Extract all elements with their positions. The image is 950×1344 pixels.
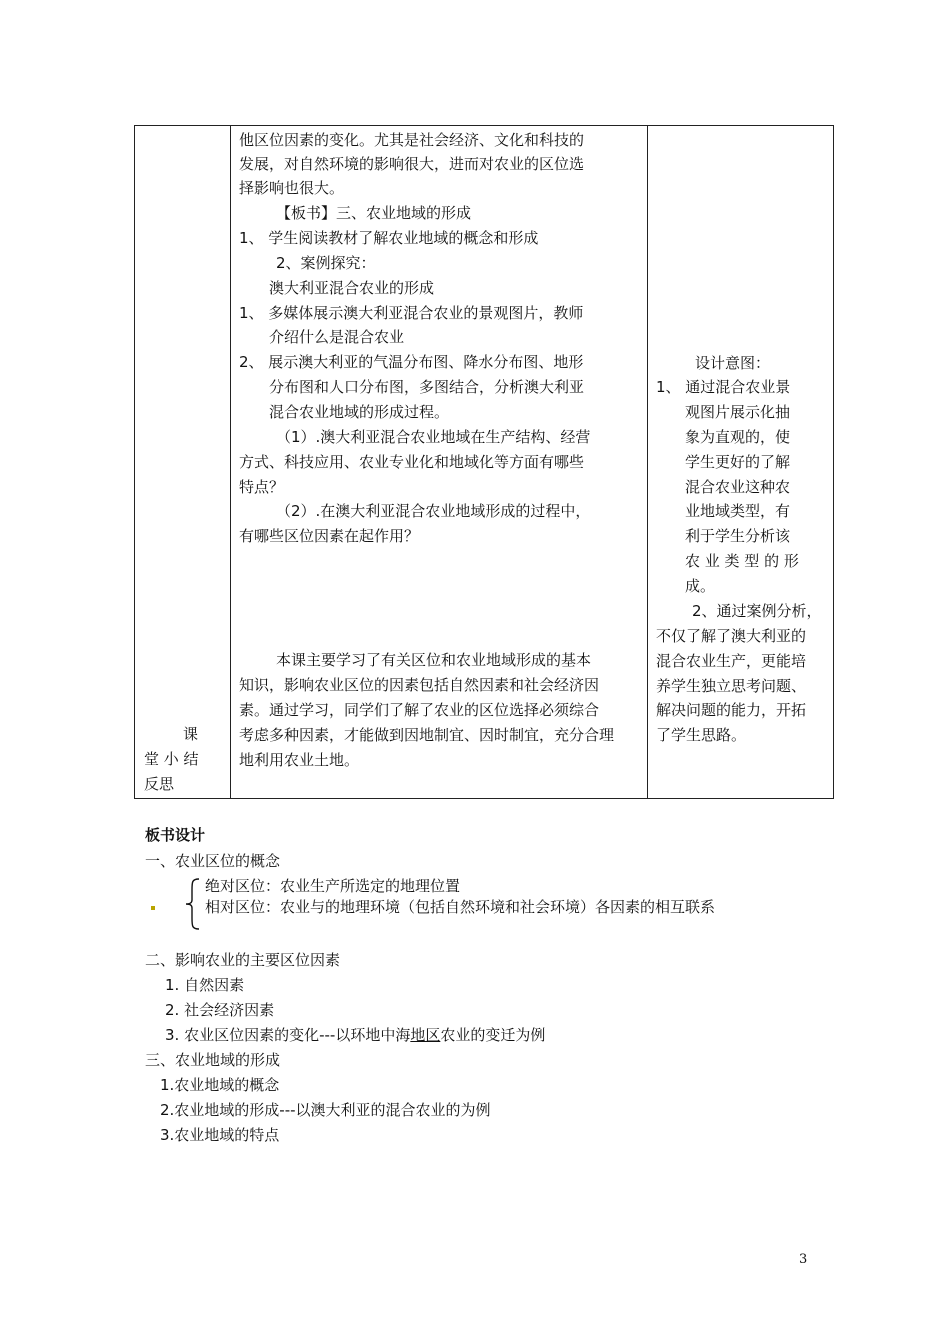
table-text-line: （1）.澳大利亚混合农业地域在生产结构、经营	[276, 428, 591, 446]
design-text-line: 2、通过案例分析，	[692, 602, 822, 620]
table-text-line: 澳大利亚混合农业的形成	[269, 279, 435, 297]
summary-text-line: 知识，影响农业区位的因素包括自然因素和社会经济因	[239, 676, 600, 694]
design-text-line: 农 业 类 型 的 形	[685, 552, 799, 570]
table-text-line: 2、案例探究：	[276, 254, 376, 272]
summary-text-line: 考虑多种因素，才能做到因地制宜、因时制宜，充分合理	[239, 726, 615, 744]
table-text-line: 有哪些区位因素在起作用？	[239, 527, 420, 545]
summary-text-line: 素。通过学习，同学们了解了农业的区位选择必须综合	[239, 701, 600, 719]
board-item: 相对区位：农业与的地理环境（包括自然环境和社会环境）各因素的相互联系	[205, 898, 716, 916]
design-text-line: 养学生独立思考问题、	[656, 677, 807, 695]
design-text-line: 混合农业生产，更能培	[656, 652, 807, 670]
design-text-line: 业地域类型，有	[685, 502, 791, 520]
board-item	[165, 1025, 545, 1045]
design-text-line: 利于学生分析该	[685, 527, 791, 545]
lesson-table	[134, 125, 834, 799]
table-text-line: 择影响也很大。	[239, 179, 345, 197]
table-text-line: 2、 展示澳大利亚的气温分布图、降水分布图、地形	[239, 353, 584, 371]
board-title: 板书设计	[145, 826, 206, 844]
design-text-line: 不仅了解了澳大利亚的	[656, 627, 807, 645]
board-item: 2.农业地域的形成---以澳大利亚的混合农业的为例	[160, 1101, 491, 1119]
table-text-line: 他区位因素的变化。尤其是社会经济、文化和科技的	[239, 131, 585, 149]
table-text-line: 介绍什么是混合农业	[269, 328, 405, 346]
board-item: 1. 自然因素	[165, 976, 245, 994]
table-text-line: 发展，对自然环境的影响很大，进而对农业的区位选	[239, 155, 585, 173]
table-text-line: 分布图和人口分布图，多图结合，分析澳大利亚	[269, 378, 585, 396]
board-item: 1.农业地域的概念	[160, 1076, 280, 1094]
design-text-line: 设计意图：	[695, 354, 771, 372]
board-item: 绝对区位：农业生产所选定的地理位置	[205, 877, 461, 895]
summary-label: 反思	[144, 775, 175, 793]
brace-icon	[183, 878, 203, 930]
board-item-part: 农业的变迁为例	[440, 1026, 546, 1044]
summary-text-line: 地利用农业土地。	[239, 751, 360, 769]
board-item: 3.农业地域的特点	[160, 1126, 280, 1144]
underlined-text: 地区	[410, 1026, 441, 1044]
table-text-line: 1、 多媒体展示澳大利亚混合农业的景观图片，教师	[239, 304, 584, 322]
design-text-line: 解决问题的能力，开拓	[656, 701, 807, 719]
board-item: 2. 社会经济因素	[165, 1001, 275, 1019]
board-section-heading: 一、农业区位的概念	[145, 852, 281, 870]
table-text-line: 混合农业地域的形成过程。	[269, 403, 450, 421]
design-text-line: 了学生思路。	[656, 726, 747, 744]
design-text-line: 学生更好的了解	[685, 453, 791, 471]
marker-dot	[151, 906, 155, 910]
page-number: 3	[799, 1252, 808, 1267]
design-text-line: 成。	[685, 577, 716, 595]
summary-label: 堂 小 结	[144, 750, 199, 768]
summary-label: 课	[183, 725, 199, 743]
board-item-part: 3. 农业区位因素的变化---以环地中海	[165, 1026, 411, 1044]
table-divider	[647, 126, 648, 798]
board-section-heading: 三、农业地域的形成	[145, 1051, 281, 1069]
table-text-line: 特点？	[239, 478, 285, 496]
table-divider	[230, 126, 231, 798]
design-text-line: 观图片展示化抽	[685, 403, 791, 421]
table-text-line: 1、 学生阅读教材了解农业地域的概念和形成	[239, 229, 539, 247]
design-text-line: 混合农业这种农	[685, 478, 791, 496]
table-text-line: 方式、科技应用、农业专业化和地域化等方面有哪些	[239, 453, 585, 471]
design-text-line: 象为直观的，使	[685, 428, 791, 446]
summary-text-line: 本课主要学习了有关区位和农业地域形成的基本	[276, 651, 592, 669]
design-text-line: 1、 通过混合农业景	[656, 378, 791, 396]
table-text-line: 【板书】三、农业地域的形成	[276, 204, 472, 222]
table-text-line: （2）.在澳大利亚混合农业地域形成的过程中，	[276, 502, 591, 520]
board-section-heading: 二、影响农业的主要区位因素	[145, 951, 341, 969]
